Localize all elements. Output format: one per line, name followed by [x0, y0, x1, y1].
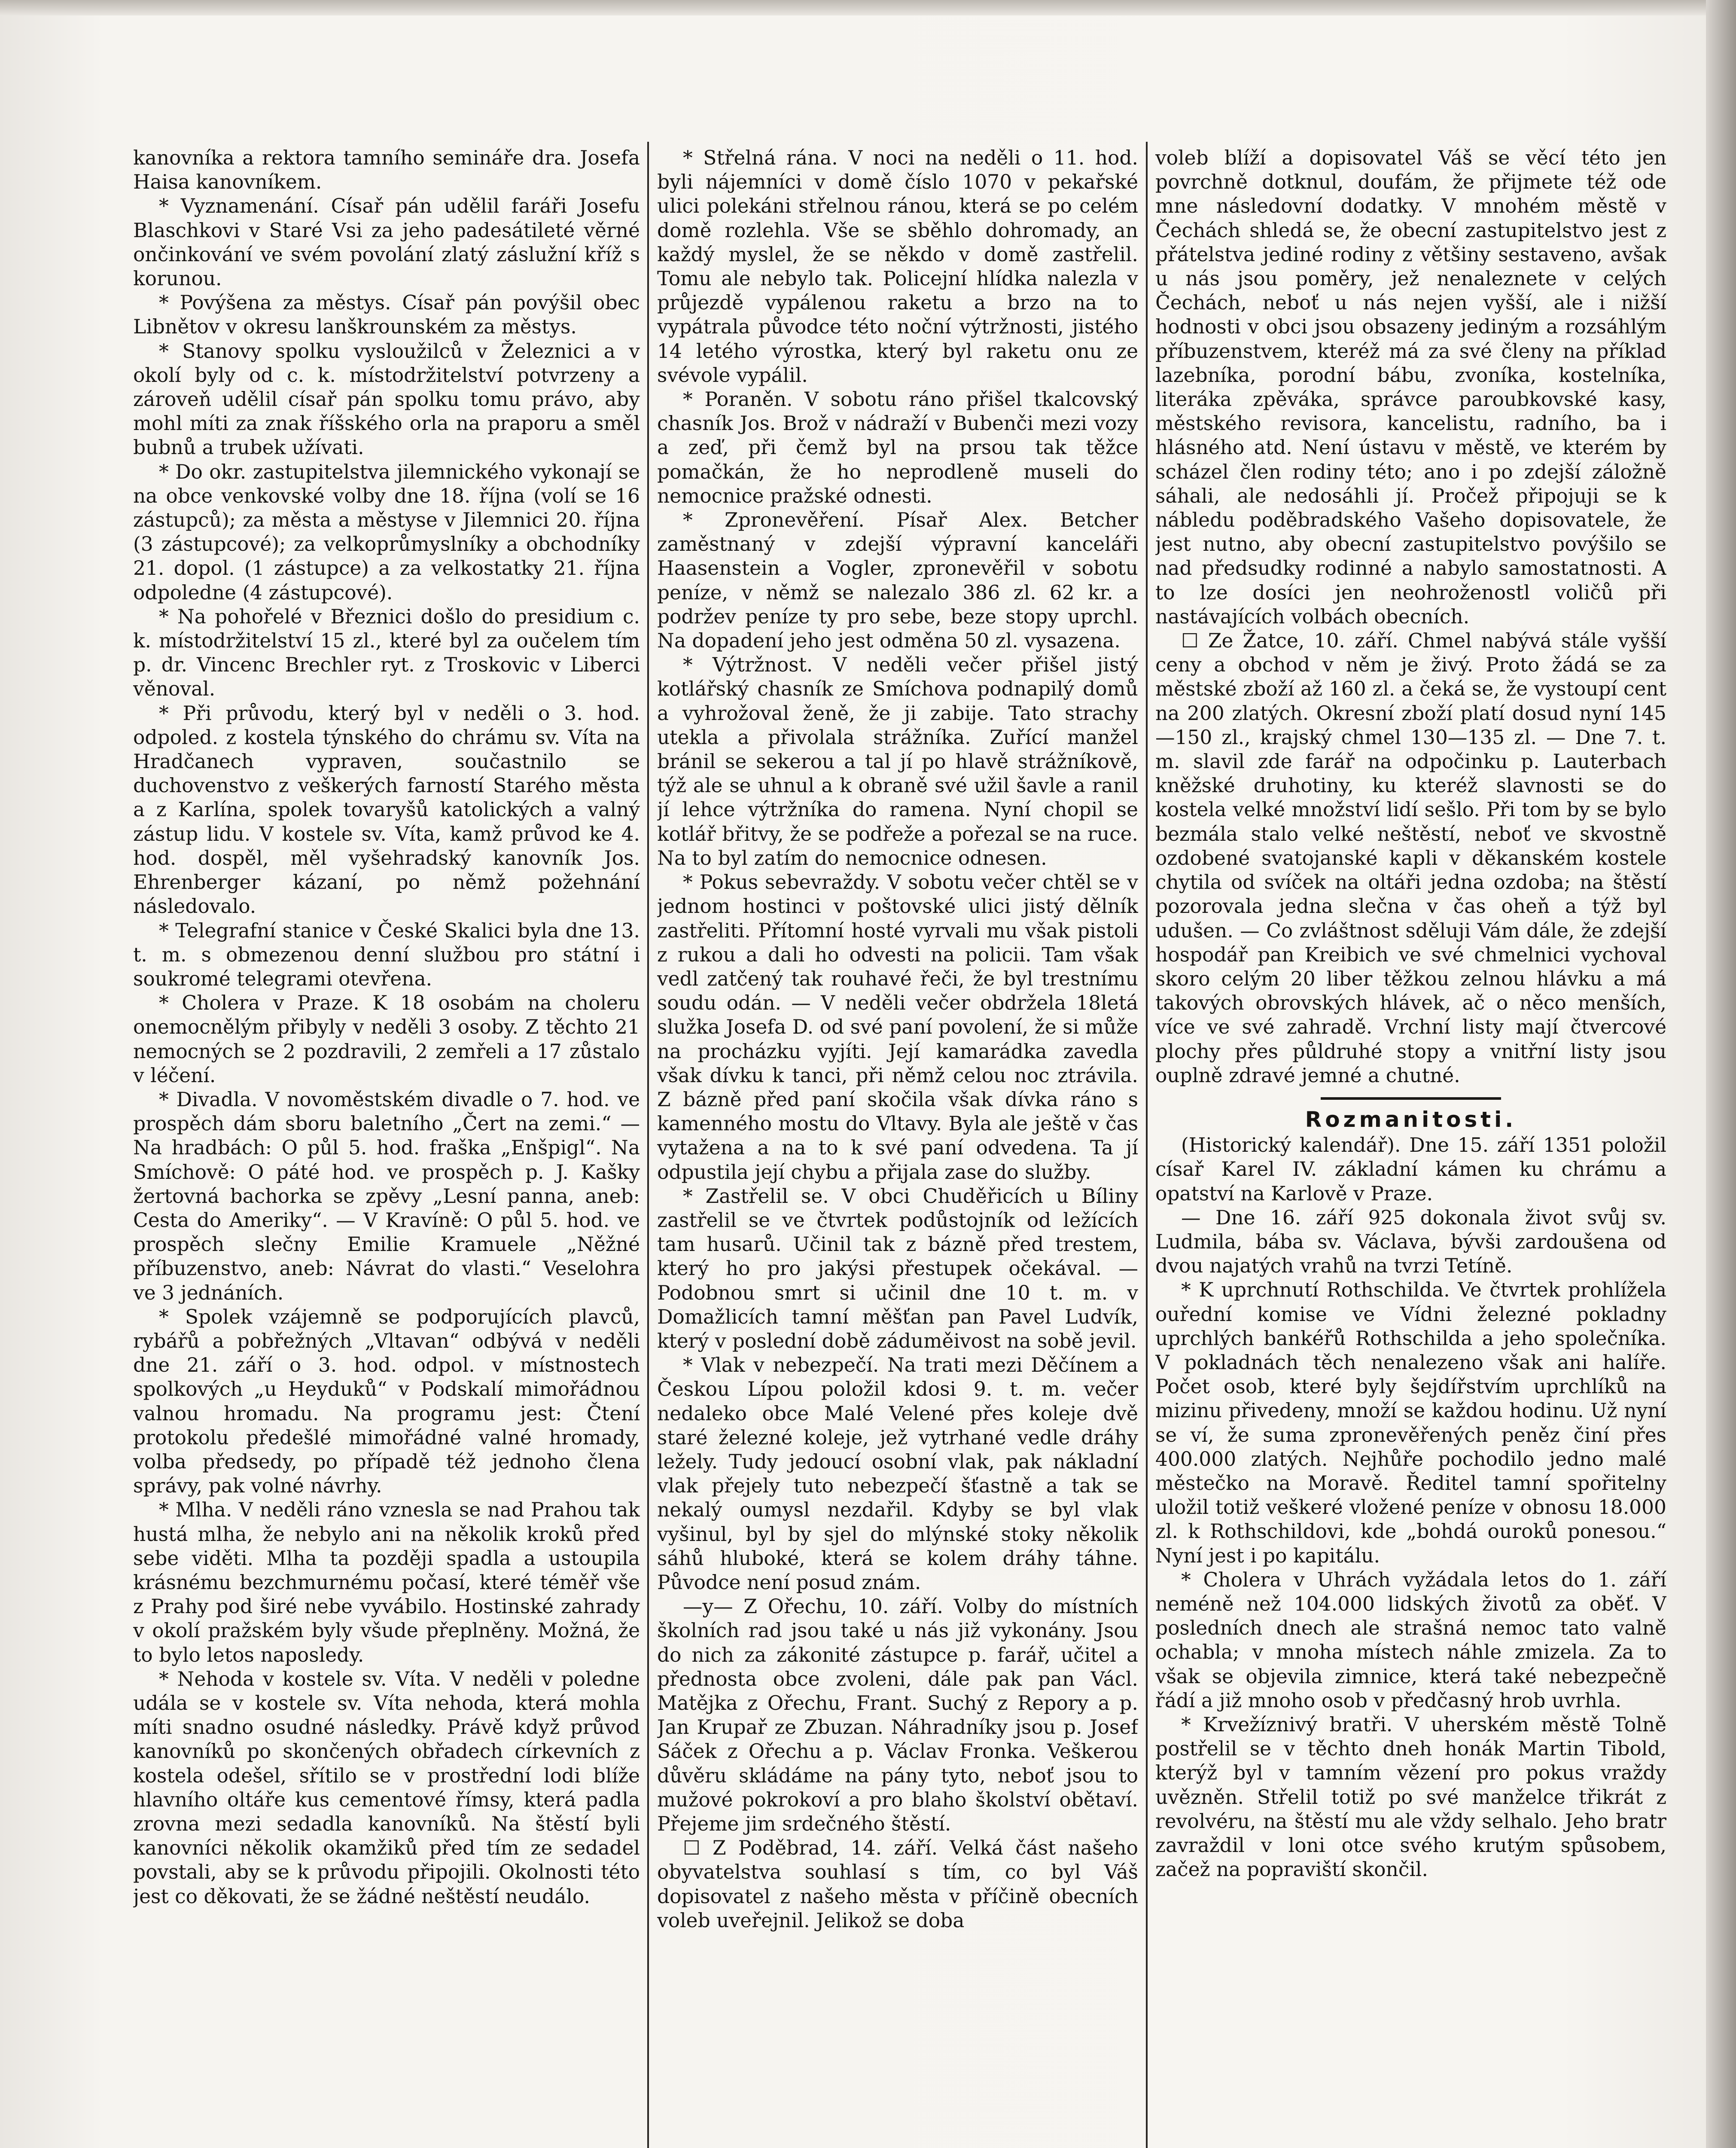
article-krvezizniivi-bratri: * Krvežíznivý bratři. V uherském městě Tolně postřelil se v těchto dneh honák Martin Tibold, kterýž byl v tamním vězení pro pokus vraždy uvězněn. Střelil totiž po své manželce třikrát z revolvéru, na štěstí mu ale vždy selhalo. Jeho bratr zavraždil v loni otce svého krutým spůsobem, začež na popraviští skončil. [1155, 1713, 1666, 1881]
article-okr-zastupitelstva: * Do okr. zastupitelstva jilemnického vykonají se na obce venkovské volby dne 18. října (volí se 16 zástupců); za města a městyse v Jilemnici 20. října (3 zástupcové); za velkoprůmyslníky a obchodníky 21. dopol. (1 zástupce) a za velkostatky 21. října odpoledne (4 zástupcové). [133, 460, 640, 604]
scan-right-edge [1706, 0, 1736, 2148]
scan-top-border [0, 0, 1736, 15]
article-nehoda-v-kostele: * Nehoda v kostele sv. Víta. V neděli v poledne udála se v kostele sv. Víta nehoda, která mohla míti snadno osudné následky. Právě když průvod kanovníků po skončených obřadech církevních z kostela odešel, sřítilo se v prostřední lodi blíže hlavního oltáře kus cementové římsy, která padla zrovna mezi sedadla kanovníků. Na štěstí byli kanovníci několik okamžiků před tím ze sedadel povstali, aby se k průvodu připojili. Okolnosti této jest co děkovati, že se žádné neštěstí neudálo. [133, 1667, 640, 1908]
article-historicky-kalendar: (Historický kalendář). Dne 15. září 1351 položil císař Karel IV. základní kámen ku chrámu a opatství na Karlově v Praze. [1155, 1134, 1666, 1205]
article-povysena-za-mestys: * Povýšena za městys. Císař pán povýšil obec Libnětov v okresu lanškrounském za městys. [133, 291, 640, 339]
article-paragraph: kanovníka a rektora tamního semináře dra. Josefa Haisa kanovníkem. [133, 146, 640, 194]
article-strelna-rana: * Střelná rána. V noci na neděli o 11. hod. byli nájemníci v domě číslo 1070 v pekařské ulici polekáni střelnou ránou, která se po celém domě rozlehla. Vše se sběhlo dohromady, an každý myslel, že se někdo v domě zastřelil. Tomu ale nebylo tak. Policejní hlídka nalezla v průjezdě vypálenou raketu a brzo na to vypátrala původce této noční výtržnosti, jistého 14 letého výrostka, který byl raketu onu ze svévole vypálil. [657, 146, 1138, 387]
article-pri-pruvodu: * Při průvodu, který byl v neděli o 3. hod. odpoled. z kostela týnského do chrámu sv. Víta na Hradčanech vypraven, součastnilo se duchovenstvo z veškerých farností Starého města a z Karlína, spolek tovaryšů katolických a valný zástup lidu. V kostele sv. Víta, kamž průvod ke 4. hod. dospěl, měl vyšehradský kanovník Jos. Ehrenberger kázaní, po němž požehnání následovalo. [133, 702, 640, 918]
article-vytrznost: * Výtržnost. V neděli večer přišel jistý kotlářský chasník ze Smíchova podnapilý domů a vyhrožoval ženě, že ji zabije. Tato strachy utekla a přivolala strážníka. Zuřící manžel bránil se sekerou a tal jí po hlavě strážníkově, týž ale se uhnul a k obraně své užil šavle a ranil jí lehce výtržníka do ramena. Nyní chopil se kotlář břitvy, že se podřeže a pořezal se na ruce. Na to byl zatím do nemocnice odnesen. [657, 653, 1138, 870]
article-k-uprchnuti-rothschilda: * K uprchnutí Rothschilda. Ve čtvrtek prohlížela ouřední komise ve Vídni železné pokladny uprchlých bankéřů Rothschilda a jeho společníka. V pokladnách těch nenalezeno však ani halíře. Počet osob, které byly šejdířstvím uprchlíků na mizinu přivedeny, množí se každou hodinu. Už nyní se ví, že suma zpronevěřených peněz činí přes 400.000 zlatých. Nejhůře pochodilo jedno malé městečko na Moravě. Ředitel tamní spořitelny uložil totiž veškeré vložené peníze v obnosu 18.000 zl. k Rothschildovi, kde „bohdá ouroků ponesou.“ Nyní jest i po kapitálu. [1155, 1278, 1666, 1567]
column-divider-right [1146, 142, 1148, 2148]
column-2 [657, 146, 1138, 2148]
article-na-pohorele: * Na pohořelé v Březnici došlo do presidium c. k. místodržitelství 15 zl., které byl za oučelem tím p. dr. Vincenc Brechler ryt. z Troskovic v Liberci věnoval. [133, 605, 640, 701]
article-cholera-v-uhrach: * Cholera v Uhrách vyžádala letos do 1. září neméně než 104.000 lidských životů za oběť. V posledních dnech ale strašná nemoc tato valně ochabla; v mnoha místech náhle zmizela. Za to však se objevila zimnice, která také nebezpečně řádí a již mnoho osob v předčasný hrob uvrhla. [1155, 1568, 1666, 1712]
article-vlak-v-nebezpeci: * Vlak v nebezpečí. Na trati mezi Děčínem a Českou Lípou položil kdosi 9. t. m. večer nedaleko obce Malé Velené přes koleje dvě staré železné koleje, jež vytrhané vedle dráhy ležely. Tudy jedoucí osobní vlak, pak nákladní vlak přejely tuto nebezpečí šťastně a tak se nekalý oumysl nezdařil. Kdyby se byl vlak vyšinul, byl by sjel do mlýnské stoky několik sáhů hluboké, která se kolem dráhy táhne. Původce není posud znám. [657, 1354, 1138, 1594]
article-vyznamenani: * Vyznamenání. Císař pán udělil faráři Josefu Blaschkovi v Staré Vsi za jeho padesátileté věrné ončinkování ve svém povolání zlatý záslužní kříž s korunou. [133, 195, 640, 290]
column-3 [1155, 146, 1666, 2148]
article-stanovy-spolku: * Stanovy spolku vysloužilců v Železnici a v okolí byly od c. k. místodržitelství potvrzeny a zároveň udělil císař pán spolku tomu právo, aby mohl míti za znak říšského orla na praporu a směl bubnů a trubek užívati. [133, 339, 640, 459]
article-z-orechu: —y— Z Ořechu, 10. září. Volby do místních školních rad jsou také u nás již vykonány. Jsou do nich za zákonité zástupce p. farář, učitel a přednosta obce zvoleni, dále pak pan Václ. Matějka z Ořechu, Frant. Suchý z Repory a p. Jan Krupař ze Zbuzan. Náhradníky jsou p. Josef Sáček z Ořechu a p. Václav Fronka. Veškerou důvěru skládáme na pány tyto, neboť jsou to mužové pokrokoví a pro blaho školství obětaví. Přejeme jim srdečného štěstí. [657, 1595, 1138, 1836]
section-title-rozmanitosti: Rozmanitosti. [1305, 1107, 1517, 1132]
article-podebrad-continued: voleb blíží a dopisovatel Váš se věcí této jen povrchně dotknul, doufám, že přijmete též ode mne následovní dodatky. V mnohém městě v Čechách shledá se, že obecní zastupitelstvo jest z přátelstva jediné rodiny z většiny sestaveno, avšak u nás jsou poměry, jež nenaleznete v celých Čechách, neboť u nás nejen vyšší, ale i nižší hodnosti v obci jsou obsazeny jediným a rozsáhlým příbuzenstvem, kteréž má za své členy na příklad lazebníka, porodní bábu, zvoníka, kostelníka, literáka zpěváka, správce paroubkovské kasy, městského revisora, kancelistu, radního, ba i hlásného atd. Není ústavu v městě, ve kterém by scházel člen rodiny této; ano i po zdejší záložně sáhali, ale nedosáhli jí. Pročež připojuji se k nábledu poděbradského Vašeho dopisovatele, že jest nutno, aby obecní zastupitelstvo povýšilo se nad předsudky rodinné a nabylo samostatnosti. A to lze dosíci jen neohroženostl voličů při nastávajících volbách obecních. [1155, 146, 1666, 628]
article-mlha: * Mlha. V neděli ráno vznesla se nad Prahou tak hustá mlha, že nebylo ani na několik kroků před sebe viděti. Mlha ta později spadla a ustoupila krásnému bezchmurnému počasí, které téměř vše z Prahy pod širé nebe vyvábilo. Hostinské zahrady v okolí pražském byly všude přeplněny. Možná, že to bylo letos naposledy. [133, 1498, 640, 1666]
article-z-podebrad: ☐ Z Poděbrad, 14. září. Velká část našeho obyvatelstva souhlasí s tím, co byl Váš dopisovatel z našeho města v příčině obecních voleb uveřejnil. Jelikož se doba [657, 1837, 1138, 1932]
article-ze-zatce: ☐ Ze Žatce, 10. září. Chmel nabývá stále vyšší ceny a obchod v něm je živý. Proto žádá se za městské zboží až 160 zl. a čeká se, že vystoupí cent na 200 zlatých. Okresní zboží platí dosud nyní 145—150 zl., krajský chmel 130—135 zl. — Dne 7. t. m. slavil zde farář na odpočinku p. Lauterbach kněžské druhotiny, ku kteréž slavnosti se do kostela velké množství lidí sešlo. Při tom by se bylo bezmála stalo velké neštěstí, neboť ve skvostně ozdobené svatojanské kapli v děkanském kostele chytila od svíček na oltáři jedna ozdoba; na štěstí pozorovala jedna slečna v čas oheň a týž byl udušen. — Co zvláštnost sděluji Vám dále, že zdejší hospodář pan Kreibich ve své chmelnici vychoval skoro celým 20 liber těžkou zelnou hlávku a má takových obrovských hlávek, ač o něco menších, více ve své zahradě. Vrchní listy mají čtvercové plochy přes půldruhé stopy a vnitřní listy jsou ouplně zdravé jemné a chutné. [1155, 629, 1666, 1087]
article-pokus-sebevrazdy: * Pokus sebevraždy. V sobotu večer chtěl se v jednom hostinci v poštovské ulici jistý dělník zastřeliti. Přítomní hosté vyrvali mu však pistoli z rukou a dali ho odvesti na policii. Tam však vedl zatčený tak rouhavé řeči, že byl trestnímu soudu odán. — V neděli večer obdržela 18letá služka Josefa D. od své paní povolení, že si může na procházku vyjíti. Její kamarádka zavedla však dívku k tanci, při němž celou noc ztrávila. Z bázně před paní skočila však dívka ráno s kamenného mostu do Vltavy. Byla ale ještě v čas vytažena a na to k své paní odvedena. Ta jí odpustila její chybu a přijala zase do služby. [657, 871, 1138, 1184]
article-sv-ludmila: — Dne 16. září 925 dokonala život svůj sv. Ludmila, bába sv. Václava, bývši zardoušena od dvou najatých vrahů na tvrzi Tetíně. [1155, 1206, 1666, 1278]
article-cholera-v-praze: * Cholera v Praze. K 18 osobám na choleru onemocnělým přibyly v neděli 3 osoby. Z těchto 21 nemocných se 2 pozdravili, 2 zemřeli a 17 zůstalo v léčení. [133, 992, 640, 1087]
article-zastrelil-se: * Zastřelil se. V obci Chuděřicích u Bíliny zastřelil se ve čtvrtek podůstojník od ležících tam husarů. Učinil tak z bázně před trestem, který ho pro jakýsi přestupek očekával. — Podobnou smrt si učinil dne 10 t. m. v Domažlicích tamní měšťan pan Pavel Ludvík, který v poslední době záduměivost na sobě jevil. [657, 1184, 1138, 1352]
article-telegrafni-stanice: * Telegrafní stanice v České Skalici byla dne 13. t. m. s obmezenou denní službou pro státní i soukromé telegrami otevřena. [133, 919, 640, 990]
article-spolek: * Spolek vzájemně se podporujících plavců, rybářů a pobřežných „Vltavan“ odbývá v neděli dne 21. září o 3. hod. odpol. v místnostech spolkových „u Heyduků“ v Podskalí mimořádnou valnou hromadu. Na programu jest: Čtení protokolu předešlé mimořádné valné hromady, volba předsedy, po případě též jednoho člena správy, pak volné návrhy. [133, 1305, 640, 1498]
article-zpronevereni: * Zpronevěření. Písař Alex. Betcher zaměstnaný v zdejší výpravní kanceláři Haasenstein a Vogler, zpronevěřil v sobotu peníze, v němž se nalezalo 386 zl. 62 kr. a podržev peníze ty pro sebe, beze stopy uprchl. Na dopadení jeho jest odměna 50 zl. vysazena. [657, 509, 1138, 653]
section-divider [1321, 1097, 1501, 1100]
column-divider-left [647, 142, 649, 2148]
article-divadla: * Divadla. V novoměstském divadle o 7. hod. ve prospěch dám sboru baletního „Čert na zemi.“ — Na hradbách: O půl 5. hod. fraška „Enšpigl“. Na Smíchově: O páté hod. ve prospěch p. J. Kašky žertovná bachorka se zpěvy „Lesní panna, aneb: Cesta do Ameriky“. — V Kravíně: O půl 5. hod. ve prospěch slečny Emilie Kramuele „Něžné příbuzenstvo, aneb: Návrat do vlasti.“ Veselohra ve 3 jednáních. [133, 1088, 640, 1304]
column-1 [133, 146, 640, 2148]
article-poranen: * Poraněn. V sobotu ráno přišel tkalcovský chasník Jos. Brož v nádraží v Bubenči mezi vozy a zeď, při čemž byl na prsou tak těžce pomačkán, že ho neprodleně museli do nemocnice pražské odnesti. [657, 388, 1138, 507]
